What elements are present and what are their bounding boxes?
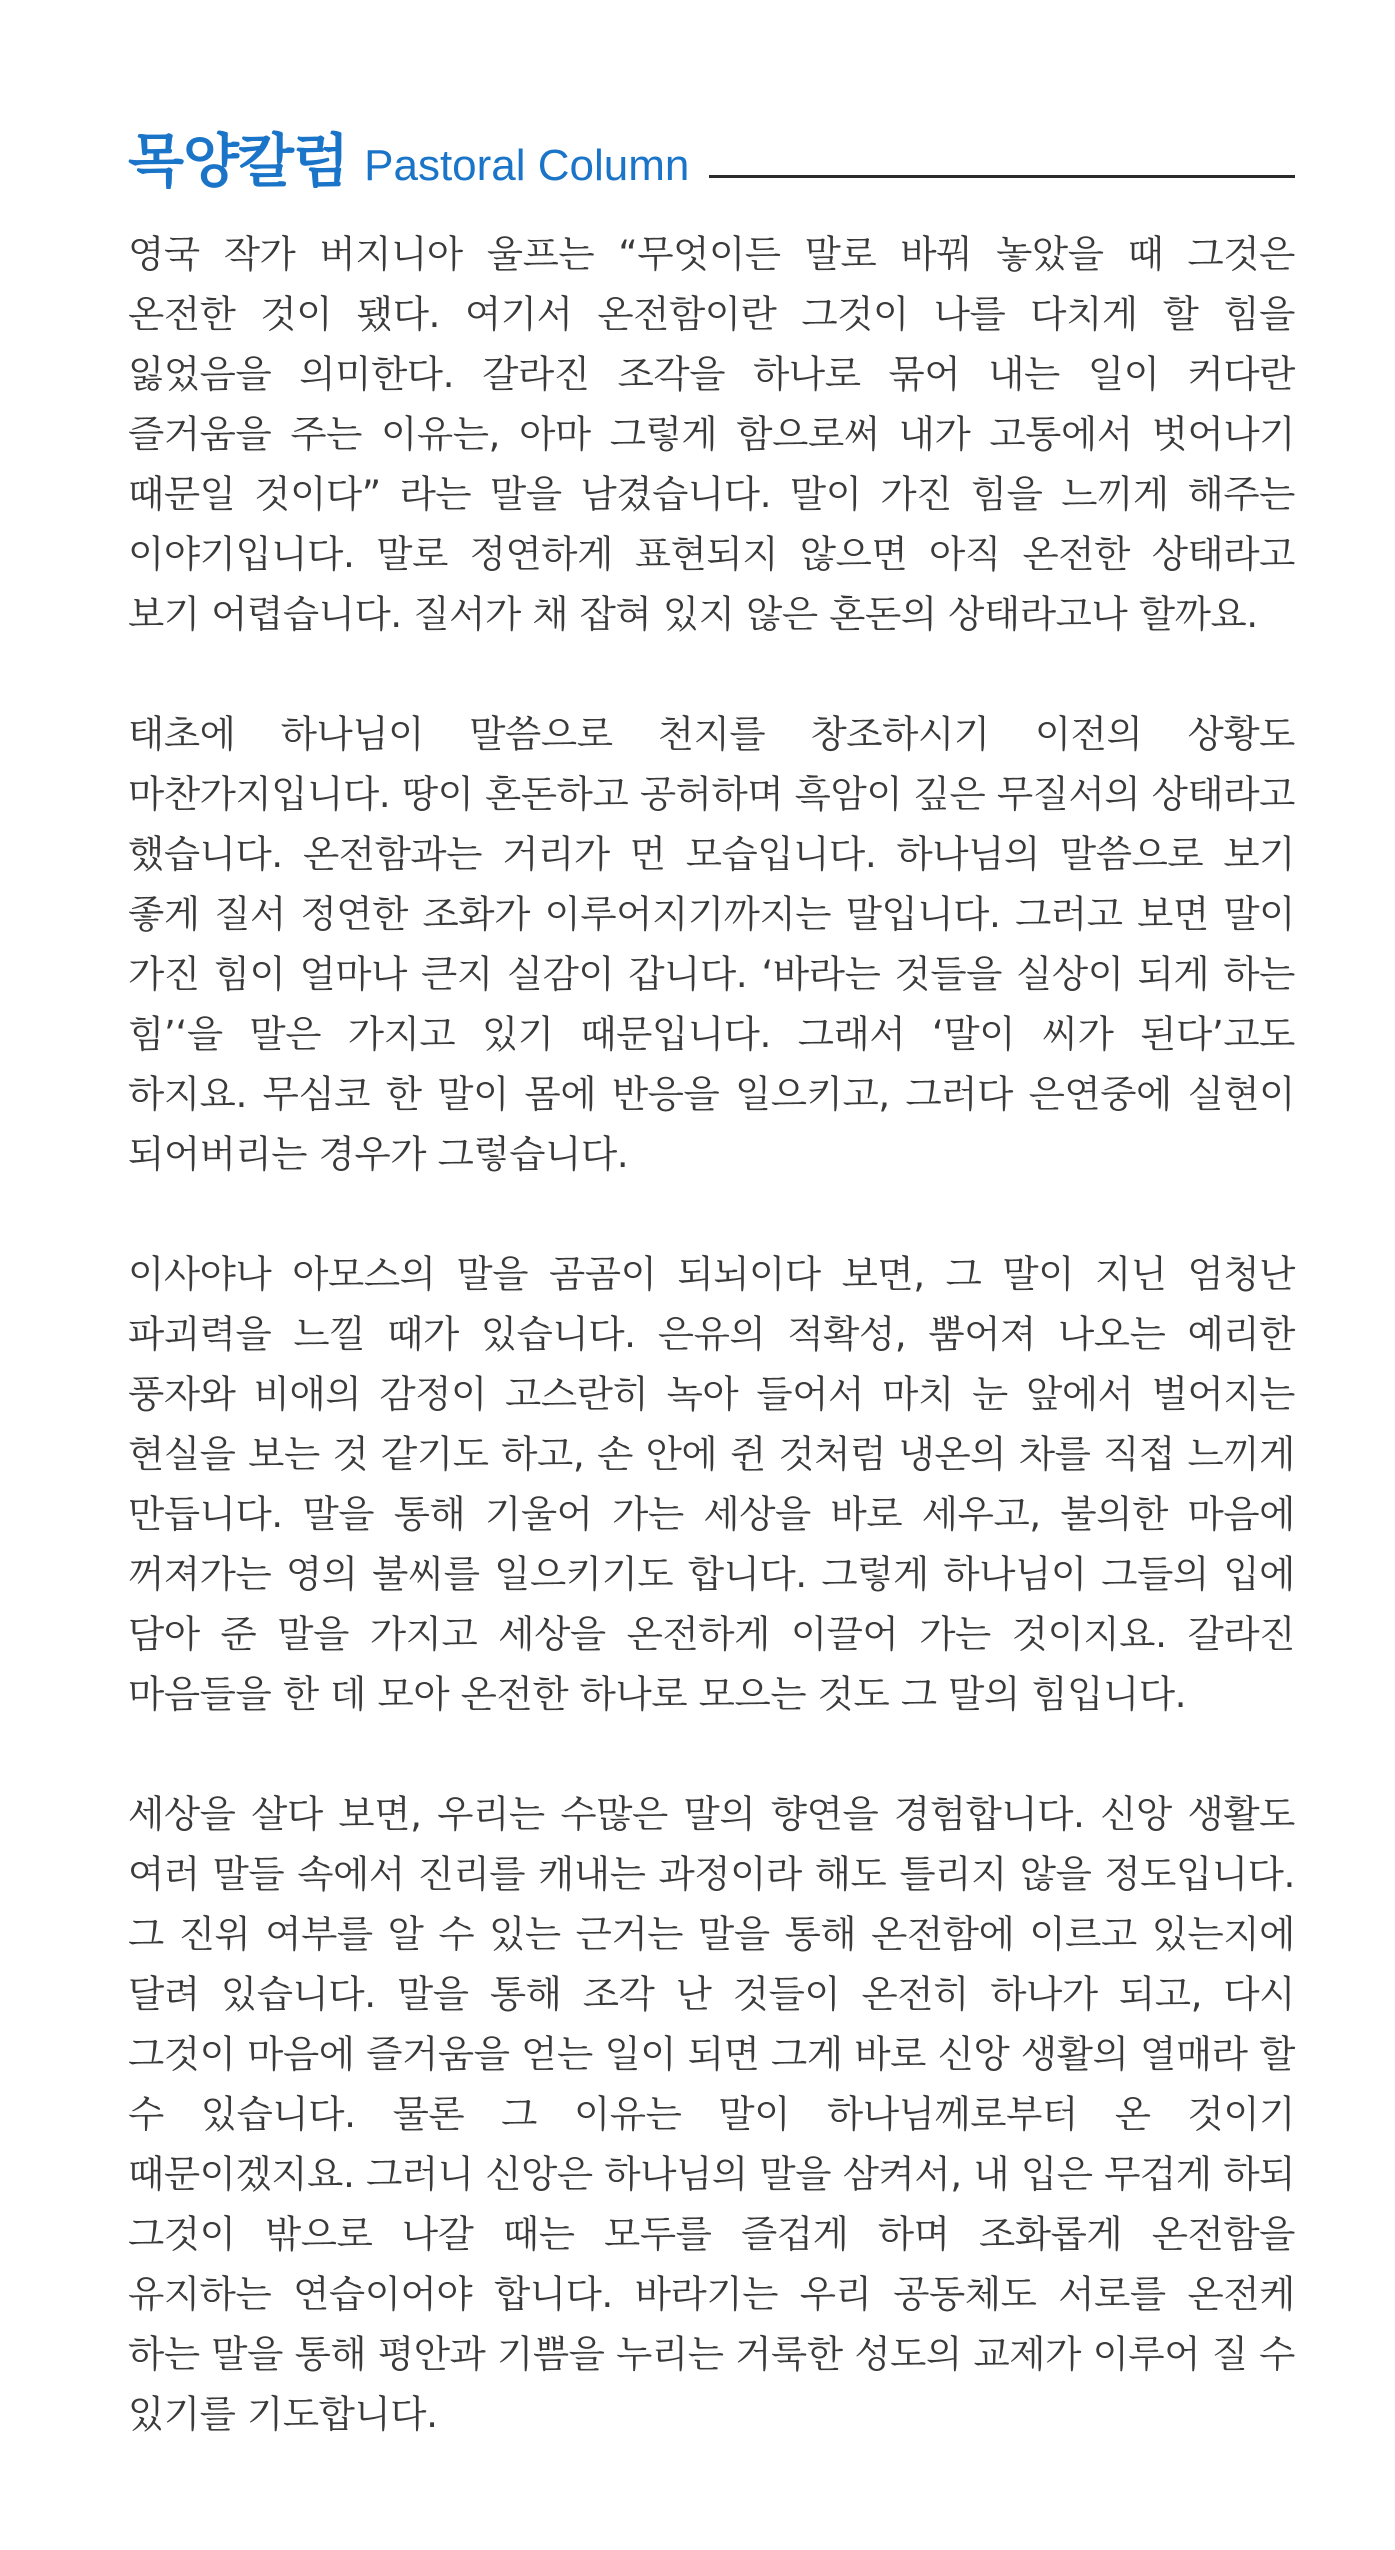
paragraph-4: 세상을 살다 보면, 우리는 수많은 말의 향연을 경험합니다. 신앙 생활도 여러 말들 속에서 진리를 캐내는 과정이라 해도 틀리지 않을 정도입니다. 그 진위 여부를 알 수 있는 근거는 말을 통해 온전함에 이르고 있는지에 달려 있습니다. 말을 통해 조각 난 것들이 온전히 하나가 되고, 다시 그것이 마음에 즐거움을 얻는 일이 되면 그게 바로 신앙 생활의 열매라 할 수 있습니다. 물론 그 이유는 말이 하나님께로부터 온 것이기 때문이겠지요. 그러니 신앙은 하나님의 말을 삼켜서, 내 입은 무겁게 하되 그것이 밖으로 나갈 때는 모두를 즐겁게 하며 조화롭게 온전함을 유지하는 연습이어야 합니다. 바라기는 우리 공동체도 서로를 온전케 하는 말을 통해 평안과 기쁨을 누리는 거룩한 성도의 교제가 이루어 질 수 있기를 기도합니다. (128, 1792, 1295, 2436)
column-title-english: Pastoral Column (364, 141, 690, 190)
paragraph-2: 태초에 하나님이 말씀으로 천지를 창조하시기 이전의 상황도 마찬가지입니다. 땅이 혼돈하고 공허하며 흑암이 깊은 무질서의 상태라고 했습니다. 온전함과는 거리가 먼 모습입니다. 하나님의 말씀으로 보기 좋게 질서 정연한 조화가 이루어지기까지는 말입니다. 그러고 보면 말이 가진 힘이 얼마나 큰지 실감이 갑니다. ‘바라는 것들을 실상이 되게 하는 힘’‘을 말은 가지고 있기 때문입니다. 그래서 ‘말이 씨가 된다’고도 하지요. 무심코 한 말이 몸에 반응을 일으키고, 그러다 은연중에 실현이 되어버리는 경우가 그렇습니다. (128, 712, 1295, 1176)
paragraph-1: 영국 작가 버지니아 울프는 “무엇이든 말로 바꿔 놓았을 때 그것은 온전한 것이 됐다. 여기서 온전함이란 그것이 나를 다치게 할 힘을 잃었음을 의미한다. 갈라진 조각을 하나로 묶어 내는 일이 커다란 즐거움을 주는 이유는, 아마 그렇게 함으로써 내가 고통에서 벗어나기 때문일 것이다” 라는 말을 남겼습니다. 말이 가진 힘을 느끼게 해주는 이야기입니다. 말로 정연하게 표현되지 않으면 아직 온전한 상태라고 보기 어렵습니다. 질서가 채 잡혀 있지 않은 혼돈의 상태라고나 할까요. (128, 232, 1295, 636)
header-divider-line (709, 175, 1295, 178)
column-header (128, 118, 1295, 195)
paragraph-3: 이사야나 아모스의 말을 곰곰이 되뇌이다 보면, 그 말이 지닌 엄청난 파괴력을 느낄 때가 있습니다. 은유의 적확성, 뿜어져 나오는 예리한 풍자와 비애의 감정이 고스란히 녹아 들어서 마치 눈 앞에서 벌어지는 현실을 보는 것 같기도 하고, 손 안에 쥔 것처럼 냉온의 차를 직접 느끼게 만듭니다. 말을 통해 기울어 가는 세상을 바로 세우고, 불의한 마음에 꺼져가는 영의 불씨를 일으키기도 합니다. 그렇게 하나님이 그들의 입에 담아 준 말을 가지고 세상을 온전하게 이끌어 가는 것이지요. 갈라진 마음들을 한 데 모아 온전한 하나로 모으는 것도 그 말의 힘입니다. (128, 1252, 1295, 1716)
column-body (128, 224, 1295, 2444)
column-title-korean: 목양칼럼 (128, 127, 349, 195)
